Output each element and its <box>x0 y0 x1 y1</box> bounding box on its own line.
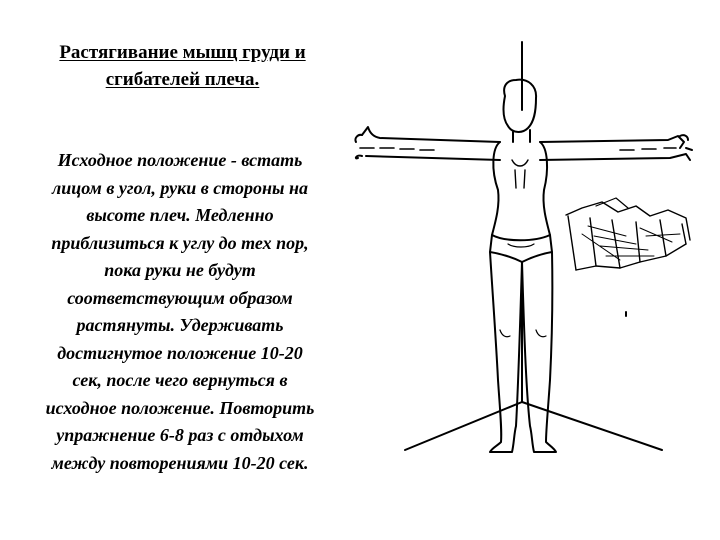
description-line: сек, после чего вернуться в <box>72 370 288 390</box>
description-line: пока руки не будут <box>104 260 256 280</box>
description-line: приблизиться к углу до тех пор, <box>51 232 309 253</box>
title-line-2: сгибателей плеча. <box>105 69 260 90</box>
torso <box>492 142 550 235</box>
description-line: растянуты. Удерживать <box>76 315 284 335</box>
description-line: высоте плеч. Медленно <box>86 205 274 225</box>
briefs <box>490 235 552 262</box>
title-line-1: Растягивание мышц груди и <box>59 42 306 63</box>
exercise-description <box>0 147 360 477</box>
head <box>503 80 536 142</box>
hanging-clothes <box>566 198 690 270</box>
description-line: исходное положение. Повторить <box>45 397 315 418</box>
description-line: соответствующим образом <box>67 287 293 308</box>
description-line: лицом в угол, руки в стороны на <box>51 177 309 198</box>
description-line: упражнение 6-8 раз с отдыхом <box>56 425 304 445</box>
person-stretching-in-corner-drawing <box>350 30 720 500</box>
description-line: между повторениями 10-20 сек. <box>51 452 309 473</box>
slide-title <box>10 39 355 93</box>
description-line: Исходное положение - встать <box>57 150 303 170</box>
description-line: достигнутое положение 10-20 <box>57 342 303 363</box>
